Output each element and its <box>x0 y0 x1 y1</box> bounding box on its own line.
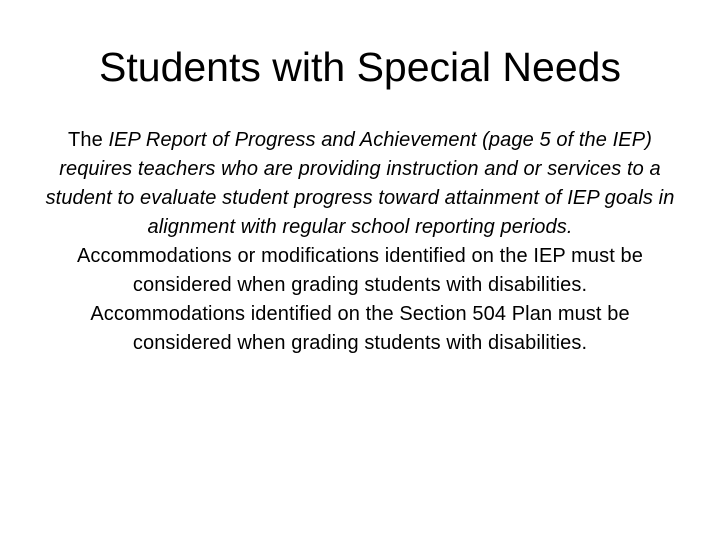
paragraph-accommodations-504: Accommodations identified on the Section 504 Plan must be considered when grading students with disabilities. <box>90 303 630 354</box>
paragraph-iep-report <box>40 126 680 242</box>
paragraph-iep-report-italic: IEP Report of Progress and Achievement (page 5 of the IEP) requires teachers who are providing instruction and or services to a student to evaluate student progress toward attainment of IEP goals in alignment with regular school reporting periods. <box>45 129 675 238</box>
paragraph-accommodations-iep: Accommodations or modifications identified on the IEP must be considered when grading students with disabilities. <box>76 245 644 296</box>
slide-title: Students with Special Needs <box>99 44 621 90</box>
paragraph-iep-report-lead: The <box>68 129 109 151</box>
slide-body <box>40 126 680 358</box>
